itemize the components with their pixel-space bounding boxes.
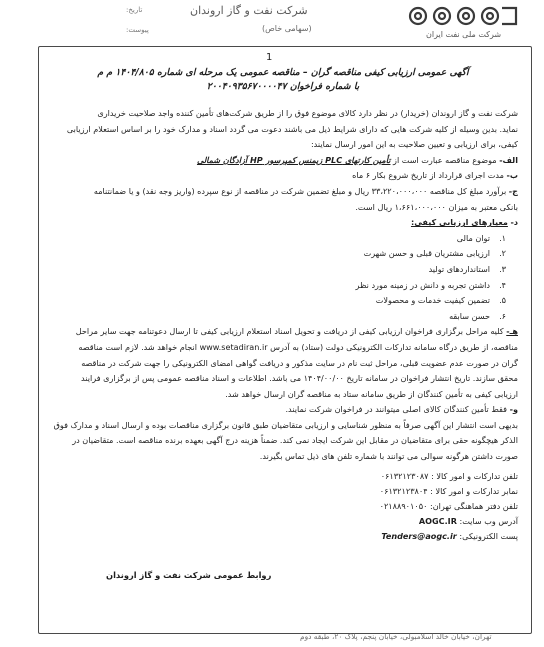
item-he — [46, 324, 518, 340]
notice-line: بدیهی است انتشار این آگهی صرفاً به منظور شناسایی و ارزیابی متقاضیان طبق قانون برگزاری مناقصات بوده و ارسال اسناد و مدارک فوق — [53, 419, 518, 430]
item-he-text: کلیه مراحل برگزاری فراخوان ارزیابی کیفی از دریافت و تحویل اسناد استعلام ارزیابی کیفی تا ارسال دعوتنامه جهت سایر مراحل — [75, 326, 504, 337]
item-he-line: گران در صورت عدم عضویت قبلی، مراحل ثبت نام در سایت مذکور و دریافت گواهی امضای الکترونیکی را جهت شرکت در مناقصه — [81, 357, 518, 368]
criteria-number: ۵. — [499, 295, 506, 306]
contact-label: پست الکترونیکی: — [459, 530, 518, 541]
letterhead — [0, 0, 544, 46]
contact-label: تلفن دفتر هماهنگی تهران: — [430, 500, 518, 511]
date-label: تاریخ: — [126, 6, 143, 14]
criteria-item — [46, 278, 506, 294]
item-jim-label: ج- — [508, 185, 518, 196]
criteria-number: ۶. — [499, 310, 506, 321]
contact-email — [46, 529, 518, 544]
company-type: (سهامی خاص) — [262, 24, 312, 33]
item-vav-text: فقط تأمین کنندگان کالای اصلی میتوانند در فراخوان شرکت نمایند. — [285, 404, 508, 415]
title-line-1: آگهی عمومی ارزیابی کیفی مناقصه گران – مناقصه عمومی یک مرحله ای شماره ۱۴۰۴/۸۰۵ م م — [97, 67, 469, 78]
item-vav-label: و- — [509, 404, 518, 415]
item-he-line: محقق سازند. تاریخ انتشار فراخوان در سامانه تاریخ ۱۴۰۴/۰۰/۰۰ می باشد. اطلاعات و اسناد مناقصه عمومی پس از برگزاری فرایند — [81, 373, 518, 384]
criteria-text: حسن سابقه — [449, 310, 490, 321]
criteria-text: توان مالی — [456, 232, 490, 243]
item-he-line: ارزیابی کیفی به تأمین کنندگان از طریق سامانه ستاد به مناقصه گران ارسال خواهد شد. — [225, 388, 518, 399]
contact-fax — [46, 484, 518, 499]
item-jim-continued: بانکی معتبر به میزان ۱،۶۶۱،۰۰۰،۰۰۰ ریال است. — [355, 201, 518, 212]
contact-phone — [46, 469, 518, 484]
item-alef-subject: تأمین کارتهای PLC زیمنس کمپرسور HP آزادگان شمالی — [196, 154, 391, 165]
contact-value: ۰۲۱۸۸۹۰۱۰۵۰ — [379, 500, 428, 511]
criteria-item — [46, 262, 506, 278]
criteria-number: ۱. — [499, 232, 506, 243]
footer-address: تهران، خیابان خالد اسلامبولی، خیابان پنجم، پلاک ۲۰، طبقه دوم — [300, 632, 492, 641]
criteria-text: تضمین کیفیت خدمات و محصولات — [375, 295, 490, 306]
criteria-text: استانداردهای تولید — [428, 263, 490, 274]
announcement-title — [60, 66, 506, 94]
email-link[interactable]: Tenders@aogc.ir — [381, 530, 457, 541]
title-line-2: با شماره فراخوان ۲۰۰۴۰۹۳۵۶۷۰۰۰۰۴۷ — [206, 81, 360, 92]
logo-caption: شرکت ملی نفت ایران — [426, 30, 502, 39]
item-vav — [46, 402, 518, 418]
contact-label: نمابر تدارکات و امور کالا : — [430, 485, 518, 496]
item-alef — [46, 153, 518, 169]
criteria-list — [46, 231, 518, 325]
contact-value: ۰۶۱۳۲۱۲۳۰۸۷ — [380, 470, 429, 481]
criteria-number: ۴. — [499, 279, 506, 290]
contact-label: تلفن تدارکات و امور کالا : — [431, 470, 518, 481]
notice-line: الذکر هیچگونه حقی برای متقاضیان در مقابل این شرکت ایجاد نمی کند. ضمناً هزینه درج آگهی بعهده برنده مناقصه است. متقاضیان در — [72, 435, 518, 446]
item-jim-text: برآورد مبلغ کل مناقصه ۳۳،۲۲۰،۰۰۰،۰۰۰ ریال و مبلغ تضمین شرکت در مناقصه از نوع سپرده (واریز وجه نقد) و یا ضمانتنامه — [93, 185, 507, 196]
contact-tehran-office — [46, 499, 518, 514]
item-jim — [46, 184, 518, 200]
item-be-text: مدت اجرای قرارداد از تاریخ شروع بکار ۶ ماه — [352, 170, 504, 181]
page-number: 1 — [266, 52, 273, 63]
item-dal — [46, 215, 518, 231]
criteria-text: ارزیابی مشتریان قبلی و حسن شهرت — [363, 248, 490, 259]
criteria-item — [46, 231, 506, 247]
item-alef-label: الف- — [499, 154, 518, 165]
criteria-number: ۲. — [499, 248, 506, 259]
criteria-number: ۳. — [499, 263, 506, 274]
announcement-body — [46, 106, 518, 544]
item-be-label: ب- — [506, 170, 518, 181]
intro-line: کیفی، برای ارزیابی و تعیین صلاحیت به این امور ارسال نمایند: — [310, 139, 518, 150]
notice-line: صورت داشتن هرگونه سوالی می توانند با شماره تلفن های ذیل تماس بگیرند. — [259, 451, 518, 462]
item-be — [46, 168, 518, 184]
contact-label: آدرس وب سایت: — [459, 515, 518, 526]
company-name: شرکت نفت و گاز اروندان — [190, 4, 308, 17]
item-dal-text: معیارهای ارزیابی کیفی: — [410, 217, 508, 228]
contact-website — [46, 514, 518, 529]
criteria-item — [46, 309, 506, 325]
item-he-line: مناقصه، از طریق درگاه سامانه تدارکات الکترونیکی دولت (ستاد) به آدرس www.setadiran.ir انجام خواهد شد. لازم است مناقصه — [78, 341, 518, 352]
signature: روابط عمومی شرکت نفت و گاز اروندان — [106, 570, 272, 580]
criteria-item — [46, 293, 506, 309]
item-dal-label: د- — [510, 217, 518, 228]
criteria-item — [46, 246, 506, 262]
intro-line: شرکت نفت و گاز اروندان (خریدار) در نظر دارد کالای موضوع فوق را از طریق شرکت‌های تأمین کننده واجد صلاحیت خریداری — [97, 108, 518, 118]
item-alef-text: موضوع مناقصه عبارت است از — [393, 154, 497, 165]
website-link[interactable]: AOGC.IR — [418, 515, 457, 526]
attachment-label: پیوست: — [126, 26, 149, 34]
contact-value: ۰۶۱۳۲۱۲۳۸۰۴ — [379, 485, 428, 496]
item-he-label: هـ- — [506, 326, 518, 337]
intro-line: نماید. بدین وسیله از کلیه شرکت هایی که دارای شرایط ذیل می باشند دعوت می گردد اسناد و مدارک خود را بر اساس استعلام ارزیابی — [66, 123, 518, 134]
criteria-text: داشتن تجربه و دانش در زمینه مورد نظر — [355, 279, 490, 290]
